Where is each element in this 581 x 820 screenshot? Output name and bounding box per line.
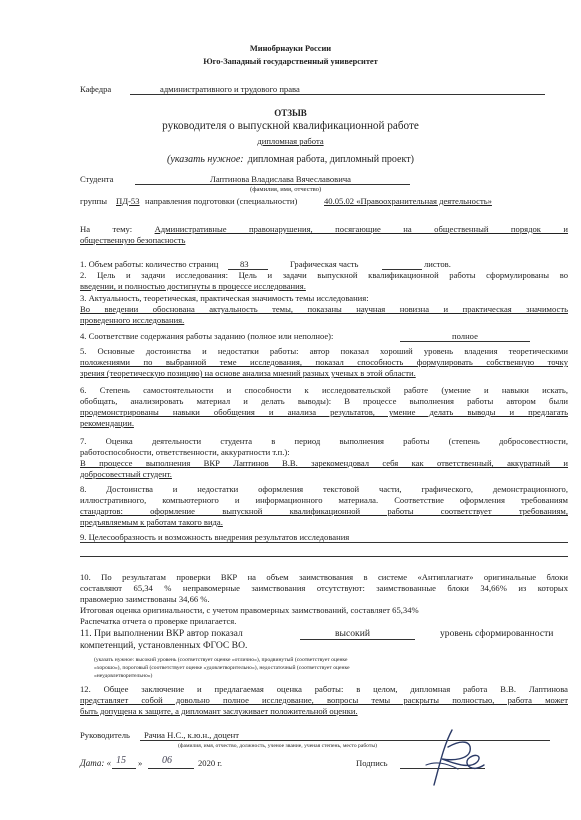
item-5-line-2: положениями по выбранной теме исследования, показал способность формулировать собственную точку <box>80 357 568 367</box>
item-8-line-2: иллюстративного, компьютерного и информационного материала. Соответствие оформления требованиям <box>80 495 568 505</box>
item-5-line-3: зрения (теоретическую позицию) на основе анализа мнений разных ученых в этой области. <box>80 368 416 378</box>
group-value: ПД-53 <box>116 196 140 206</box>
item-10-line-1: 10. По результатам проверки ВКР на объем заимствования в системе «Антиплагиат» оригинальные блоки <box>80 572 568 582</box>
signature-label: Подпись <box>356 758 388 768</box>
work-kind-note: (указать нужное: дипломная работа, дипломный проект) <box>167 154 414 165</box>
group-label: группы <box>80 196 107 206</box>
topic-line-2: общественную безопасность <box>80 235 186 245</box>
student-name: Лаптинова Владислава Вячеславовича <box>210 174 351 184</box>
document-subtitle: руководителя о выпускной квалификационной работе <box>162 120 419 132</box>
department-line <box>130 94 545 95</box>
date-year: 2020 г. <box>198 758 223 768</box>
item-10-line-4: Итоговая оценка оригинальности, с учетом правомерных заимствований, составляет 65,34% <box>80 605 419 615</box>
supervisor-caption: (фамилия, имя, отчество, должность, ученое звание, ученая степень, место работы) <box>178 743 377 749</box>
item-3-line-3: проведенного исследования. <box>80 315 185 325</box>
item-10-line-2: составляют 65,34 % неправомерные заимствования отсутствуют: заимствованные блоки 34,66% из которых <box>80 583 568 593</box>
item-11-note-2: «хорошо»), пороговый (соответствует оценке «удовлетворительно»), недостаточный (соответствует оценке <box>94 665 350 671</box>
item-8-line-4: предъявляемым к работам такого вида. <box>80 517 223 527</box>
work-kind: дипломная работа <box>257 136 324 146</box>
sheets-label: листов. <box>424 259 451 269</box>
department-value: административного и трудового права <box>160 84 300 94</box>
item-9-line: 9. Целесообразность и возможность внедрения результатов исследования <box>80 532 350 542</box>
item-1-label: 1. Объем работы: количество страниц <box>80 259 219 269</box>
item-4-value: полное <box>452 331 478 341</box>
item-11-rest: уровень сформированности <box>440 628 554 639</box>
date-day: 15 <box>116 755 126 766</box>
item-8-line-3: стандартов: оформление выпускной квалификационной работы соответствует требованиям, <box>80 506 568 516</box>
direction-label: направления подготовки (специальности) <box>145 196 298 206</box>
item-5-line-1: 5. Основные достоинства и недостатки работы: автор показал хороший уровень владения теоретическими <box>80 346 568 356</box>
item-3-line-1: 3. Актуальность, теоретическая, практическая значимость темы исследования: <box>80 293 369 303</box>
item-11-note-3: «неудовлетворительно») <box>94 673 153 679</box>
item-7-line-4: добросовестный студент. <box>80 469 172 479</box>
supervisor-name: Рачиа Н.С., к.ю.н., доцент <box>144 730 240 740</box>
item-2-line-2: введении, и полностью достигнуты в процессе исследования. <box>80 281 306 291</box>
student-name-caption: (фамилия, имя, отчество) <box>250 186 322 193</box>
item-11-line-2: компетенций, установленных ФГОС ВО. <box>80 640 248 651</box>
item-12-line-3: быть допущена к защите, а дипломант заслуживает положительной оценки. <box>80 706 358 716</box>
item-6-line-1: 6. Степень самостоятельности и способности к исследовательской работе (умение и навыки искать, <box>80 385 568 395</box>
topic-line-1: На тему: Административные правонарушения, посягающие на общественный порядок и <box>80 224 568 234</box>
item-6-line-3: продемонстрированы навыки обобщения и анализа результатов, умение делать выводы и предлагать <box>80 407 568 417</box>
item-10-line-5: Распечатка отчета о проверке прилагается. <box>80 616 237 626</box>
ministry: Минобрнауки России <box>249 44 332 53</box>
item-10-line-3: правомерно заимствованы 34,66 %. <box>80 594 210 604</box>
item-3-line-2: Во введении обоснована актуальность темы, показаны научная новизна и практическая значимость <box>80 304 568 314</box>
item-11-value: высокий <box>335 628 370 639</box>
date-month: 06 <box>162 755 172 766</box>
student-label: Студента <box>80 174 114 184</box>
date-label: Дата: « <box>80 758 112 768</box>
item-7-line-2: работоспособности, ответственности, аккуратности т.п.): <box>80 447 290 457</box>
item-12-line-1: 12. Общее заключение и предлагаемая оценка работы: в целом, дипломная работа В.В. Лаптинова <box>80 684 568 694</box>
university: Юго-Западный государственный университет <box>203 57 378 66</box>
graphic-part-label: Графическая часть <box>290 259 359 269</box>
document-title: ОТЗЫВ <box>274 108 307 118</box>
student-line <box>135 184 410 185</box>
item-8-line-1: 8. Достоинства и недостатки оформления текстовой части, графического, демонстрационного, <box>80 484 568 494</box>
item-6-line-4: рекомендации. <box>80 418 134 428</box>
item-2-line-1: 2. Цель и задачи исследования: Цель и задачи выпускной квалификационной работы сформулированы во <box>80 270 568 280</box>
department-label: Кафедра <box>80 84 112 94</box>
supervisor-label: Руководитель <box>80 730 130 740</box>
item-11-note-1: (указать нужное: высокий уровень (соответствует оценке «отлично»), продвинутый (соответствует оценке <box>94 657 348 663</box>
item-4-label: 4. Соответствие содержания работы заданию (полное или неполное): <box>80 331 334 341</box>
handwritten-signature-icon <box>412 725 492 795</box>
item-12-line-2: представляет собой довольно полное исследование, вопросы темы раскрыты полностью, работа может <box>80 695 568 705</box>
item-7-line-1: 7. Оценка деятельности студента в период выполнения работы (степень добросовестности, <box>80 436 568 446</box>
item-6-line-2: обобщать, анализировать материал и делать выводы): В процессе выполнения работы автором были <box>80 396 568 406</box>
item-11-label: 11. При выполнении ВКР автор показал <box>80 628 243 639</box>
item-7-line-3: В процессе выполнения ВКР Лаптинов В.В. зарекомендовал себя как ответственный, аккуратный и <box>80 458 568 468</box>
page-count: 83 <box>240 259 249 269</box>
direction-value: 40.05.02 «Правоохранительная деятельность» <box>324 196 492 206</box>
review-page: Минобрнауки России Юго-Западный государственный университет Кафедра административного и трудового права ОТЗЫВ руководителя о выпускной квалификационной работе дипломная работа (указать нужное: дипломная работа, дипломный проект) Студента Лаптинова Владислава Вячеславовича (фамилия, имя, отчество) группы ПД-53 направления подготовки (специальности) 40.05.02 «Правоохранительная деятельность» На тему: Административные правонарушения, посягающие на общественный порядок и общественную безопасность 1. Объем работы: количество страниц 83 Графическая часть листов. 2. Цель и задачи исследования: Цель и задачи выпускной квалификационной работы сформулированы во введении, и полностью достигнуты в процессе исследования. 3. Актуальность, теоретическая, практическая значимость темы исследования: Во введении обоснована актуальность темы, показаны научная новизна и практическая значимость проведенного исследования. 4. Соответствие содержания работы заданию (полное или неполное): полное 5. Основные достоинства и недостатки работы: автор показал хороший уровень владения теоретическими положениями по выбранной теме исследования, показал способность формулировать собственную точку зрения (теоретическую позицию) на основе анализа мнений разных ученых в этой области. 6. Степень самостоятельности и способности к исследовательской работе (умение и навыки искать, обобщать, анализировать материал и делать выводы): В процессе выполнения работы автором были продемонстрированы навыки обобщения и анализа результатов, умение делать выводы и предлагать рекомендации. 7. Оценка деятельности студента в период выполнения работы (степень добросовестности, работоспособности, ответственности, аккуратности т.п.): В процессе выполнения ВКР Лаптинов В.В. зарекомендовал себя как ответственный, аккуратный и добросовестный студент. 8. Достоинства и недостатки оформления текстовой части, графического, демонстрационного, иллюстративного, компьютерного и информационного материала. Соответствие оформления требованиям стандартов: оформление выпускной квалификационной работы соответствует требованиям, предъявляемым к работам такого вида. 9. Целесообразность и возможность внедрения результатов исследования 10. По результатам проверки ВКР на объем заимствования в системе «Антиплагиат» оригинальные блоки составляют 65,34 % неправомерные заимствования отсутствуют: заимствованные блоки 34,66% из которых правомерно заимствованы 34,66 %. Итоговая оценка оригинальности, с учетом правомерных заимствований, составляет 65,34% Распечатка отчета о проверке прилагается. 11. При выполнении ВКР автор показал высокий уровень сформированности компетенций, установленных ФГОС ВО. (указать нужное: высокий уровень (соответствует оценке «отлично»), продвинутый (соответствует оценке «хорошо»), пороговый (соответствует оценке «удовлетворительно»), недостаточный (соответствует оценке «неудовлетворительно») 12. Общее заключение и предлагаемая оценка работы: в целом, дипломная работа В.В. Лаптинова представляет собой довольно полное исследование, вопросы темы раскрыты полностью, работа может быть допущена к защите, а дипломант заслуживает положительной оценки. Руководитель Рачиа Н.С., к.ю.н., доцент (фамилия, имя, отчество, должность, ученое звание, ученая степень, место работы) Дата: « 15 » 06 2020 г. Подпись <box>0 0 581 820</box>
